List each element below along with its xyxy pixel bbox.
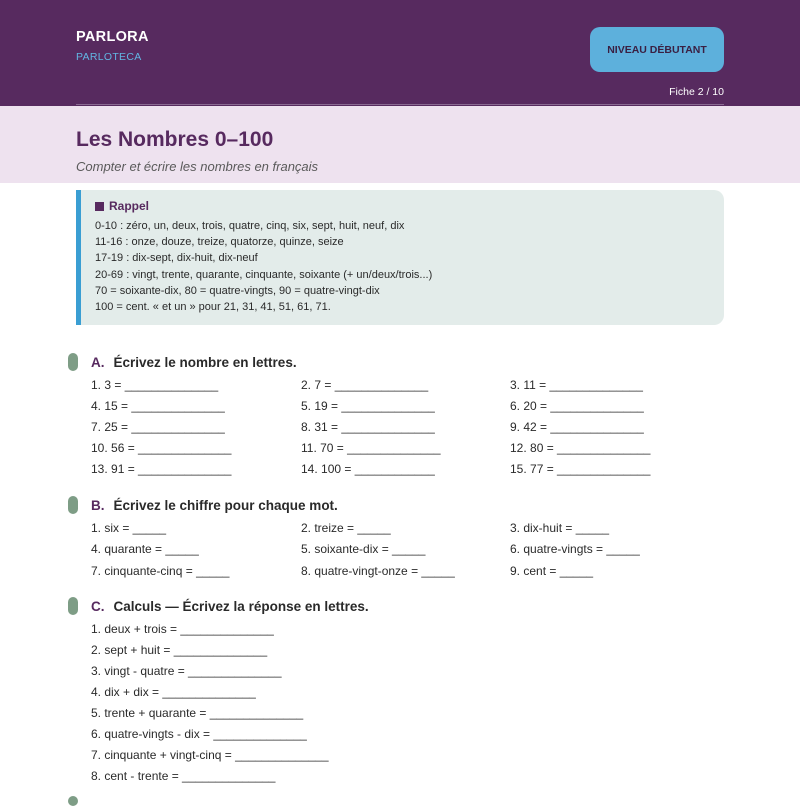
exercise-item: 4. quarante = _____: [91, 542, 199, 556]
section-pill-icon: [68, 353, 78, 371]
exercise-item: 3. dix-huit = _____: [510, 521, 610, 535]
rappel-heading: [95, 199, 149, 213]
exercise-item: 6. quatre-vingts - dix = ______________: [91, 727, 307, 741]
exercise-item: 8. cent - trente = ______________: [91, 769, 276, 783]
section-pill-icon: [68, 796, 78, 806]
section-title: Calculs — Écrivez la réponse en lettres.: [113, 598, 369, 614]
rappel-line: 11-16 : onze, douze, treize, quatorze, quinze, seize: [95, 236, 344, 249]
exercise-item: 10. 56 = ______________: [91, 441, 232, 455]
exercise-item: 13. 91 = ______________: [91, 462, 232, 476]
section-letter: C.: [91, 598, 105, 614]
section-c-heading: [68, 597, 369, 615]
exercise-item: 5. 19 = ______________: [301, 399, 435, 413]
exercise-item: 2. sept + huit = ______________: [91, 643, 268, 657]
rappel-line: 70 = soixante-dix, 80 = quatre-vingts, 90 = quatre-vingt-dix: [95, 284, 380, 297]
exercise-item: 1. six = _____: [91, 521, 167, 535]
rappel-line: 0-10 : zéro, un, deux, trois, quatre, cinq, six, sept, huit, neuf, dix: [95, 220, 405, 232]
level-badge: NIVEAU DÉBUTANT: [590, 27, 724, 72]
exercise-item: 5. soixante-dix = _____: [301, 542, 426, 556]
exercise-item: 3. 11 = ______________: [510, 378, 643, 392]
exercise-item: 7. 25 = ______________: [91, 420, 225, 434]
exercise-item: 4. 15 = ______________: [91, 399, 225, 413]
exercise-item: 1. deux + trois = ______________: [91, 622, 274, 636]
rappel-line: 20-69 : vingt, trente, quarante, cinquante, soixante (+ un/deux/trois...): [95, 268, 433, 281]
exercise-item: 2. treize = _____: [301, 521, 391, 535]
sheet-number: Fiche 2 / 10: [669, 86, 724, 98]
exercise-item: 5. trente + quarante = ______________: [91, 706, 304, 720]
rappel-lines: [95, 218, 432, 315]
section-title: Écrivez le chiffre pour chaque mot.: [113, 497, 338, 513]
exercise-item: 6. quatre-vingts = _____: [510, 542, 640, 556]
exercise-item: 8. 31 = ______________: [301, 420, 435, 434]
brand-subtitle: PARLOTECA: [76, 51, 142, 63]
section-letter: A.: [91, 354, 105, 370]
section-pill-icon: [68, 496, 78, 514]
exercise-item: 15. 77 = ______________: [510, 462, 651, 476]
page-subtitle: Compter et écrire les nombres en français: [76, 159, 319, 174]
page-title: Les Nombres 0–100: [76, 128, 274, 151]
exercise-item: 11. 70 = ______________: [301, 441, 441, 455]
brand-name: PARLORA: [76, 29, 149, 45]
section-letter: B.: [91, 497, 105, 513]
header-divider: [76, 104, 724, 105]
square-bullet-icon: [95, 202, 104, 211]
exercise-item: 9. 42 = ______________: [510, 420, 644, 434]
exercise-item: 9. cent = _____: [510, 564, 594, 578]
section-pill-icon: [68, 597, 78, 615]
exercise-item: 4. dix + dix = ______________: [91, 685, 256, 699]
rappel-line: 17-19 : dix-sept, dix-huit, dix-neuf: [95, 252, 258, 265]
page-header: [0, 0, 800, 106]
section-title: Écrivez le nombre en lettres.: [113, 354, 297, 370]
exercise-item: 7. cinquante-cinq = _____: [91, 564, 230, 578]
section-a-heading: [68, 353, 297, 371]
exercise-item: 8. quatre-vingt-onze = _____: [301, 564, 455, 578]
exercise-item: 14. 100 = ____________: [301, 462, 435, 476]
exercise-item: 12. 80 = ______________: [510, 441, 651, 455]
exercise-item: 6. 20 = ______________: [510, 399, 644, 413]
exercise-item: 2. 7 = ______________: [301, 378, 429, 392]
exercise-item: 7. cinquante + vingt-cinq = ______________: [91, 748, 329, 762]
rappel-box: [76, 190, 724, 325]
section-b-heading: [68, 496, 338, 514]
exercise-item: 3. vingt - quatre = ______________: [91, 664, 282, 678]
rappel-line: 100 = cent. « et un » pour 21, 31, 41, 51, 61, 71.: [95, 301, 331, 314]
rappel-title: Rappel: [109, 199, 150, 213]
exercise-item: 1. 3 = ______________: [91, 378, 219, 392]
